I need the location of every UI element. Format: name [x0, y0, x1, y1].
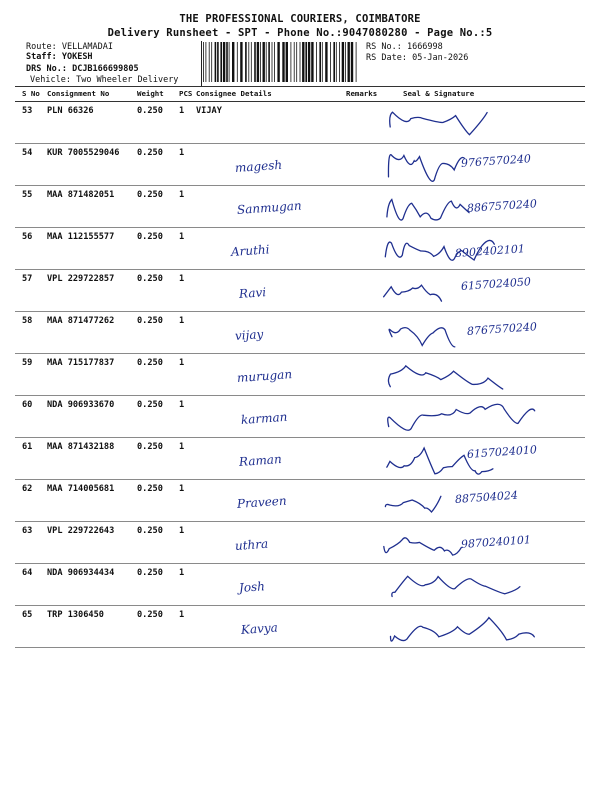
runsheet-table [15, 86, 585, 648]
row-consignment: MAA 871477262 [47, 316, 115, 326]
staff-line [26, 52, 93, 62]
row-weight: 0.250 [137, 316, 163, 326]
row-sno: 62 [22, 484, 33, 494]
row-weight: 0.250 [137, 568, 163, 578]
barcode-bar [215, 42, 217, 82]
barcode-bar [308, 42, 310, 82]
row-weight: 0.250 [137, 442, 163, 452]
row-sno: 54 [22, 148, 33, 158]
barcode-bar [351, 42, 353, 82]
handwritten-name: Josh [238, 579, 266, 595]
route-value: VELLAMADAI [61, 42, 114, 52]
table-row [15, 270, 585, 312]
row-weight: 0.250 [137, 106, 163, 116]
handwritten-phone: 887504024 [454, 488, 519, 506]
barcode-bar [217, 42, 219, 82]
table-row [15, 228, 585, 270]
signature-stroke [389, 328, 455, 347]
row-pcs: 1 [179, 358, 185, 368]
row-sno: 63 [22, 526, 33, 536]
table-row [15, 186, 585, 228]
handwritten-phone: 6157024050 [460, 275, 532, 293]
handwritten-name: Ravi [238, 285, 267, 301]
barcode-bar [300, 42, 301, 82]
col-weight: Weight [137, 89, 164, 98]
barcode-bar [339, 42, 340, 82]
handwritten-phone: 8767570240 [466, 320, 538, 338]
row-pcs: 1 [179, 148, 185, 158]
row-pcs: 1 [179, 568, 185, 578]
barcode-bar [333, 42, 335, 82]
barcode-bar [291, 42, 292, 82]
barcode-bar [342, 42, 344, 82]
row-pcs: 1 [179, 526, 185, 536]
col-remarks: Remarks [346, 89, 378, 98]
row-pcs: 1 [179, 484, 185, 494]
signature-stroke [388, 366, 502, 389]
row-sno: 61 [22, 442, 33, 452]
barcode-bar [245, 42, 247, 82]
row-consignment: MAA 871482051 [47, 190, 115, 200]
col-pcs: PCS [179, 89, 193, 98]
row-pcs: 1 [179, 610, 185, 620]
route-label: Route: [26, 42, 57, 52]
table-row [15, 144, 585, 186]
row-sno: 58 [22, 316, 33, 326]
row-pcs: 1 [179, 106, 185, 116]
barcode-bar [260, 42, 261, 82]
row-pcs: 1 [179, 274, 185, 284]
row-weight: 0.250 [137, 400, 163, 410]
handwritten-phone: 9767570240 [460, 152, 532, 170]
barcode-bar [257, 42, 259, 82]
vehicle-line [30, 75, 178, 85]
staff-value: YOKESH [61, 52, 93, 62]
signature-scribble [375, 610, 575, 650]
table-row [15, 522, 585, 564]
barcode [201, 41, 362, 83]
barcode-bar [211, 42, 212, 82]
barcode-bar [319, 42, 321, 82]
table-row [15, 102, 585, 144]
barcode-bar [325, 42, 327, 82]
barcode-bar [305, 42, 307, 82]
signature-stroke [390, 112, 487, 135]
barcode-bar [296, 42, 297, 82]
signature-scribble [375, 400, 575, 440]
rs-no-value: 1666998 [406, 42, 443, 52]
row-consignee: VIJAY [196, 106, 222, 116]
barcode-bar [272, 42, 273, 82]
row-pcs: 1 [179, 232, 185, 242]
barcode-bar [316, 42, 317, 82]
barcode-bar [274, 42, 275, 82]
row-consignment: VPL 229722643 [47, 526, 115, 536]
row-weight: 0.250 [137, 526, 163, 536]
row-sno: 60 [22, 400, 33, 410]
signature-stroke [384, 285, 442, 301]
handwritten-phone: 9870240101 [460, 533, 532, 551]
barcode-bar [251, 42, 252, 82]
barcode-bar [348, 42, 350, 82]
handwritten-name: Praveen [236, 493, 288, 511]
signature-scribble [375, 568, 575, 608]
handwritten-name: murugan [236, 367, 293, 385]
row-weight: 0.250 [137, 358, 163, 368]
barcode-bar [311, 42, 313, 82]
barcode-bar [240, 42, 242, 82]
row-consignment: VPL 229722857 [47, 274, 115, 284]
row-consignment: NDA 906934434 [47, 568, 115, 578]
route-line [26, 42, 113, 52]
row-weight: 0.250 [137, 610, 163, 620]
drs-line [26, 64, 139, 74]
signature-stroke [388, 404, 535, 430]
signature-scribble [375, 106, 575, 146]
handwritten-name: Aruthi [230, 242, 270, 259]
runsheet-subtitle: Delivery Runsheet - SPT - Phone No.:9047080280 - Page No.:5 [107, 27, 493, 39]
row-sno: 64 [22, 568, 33, 578]
vehicle-label: Vehicle: [30, 75, 71, 85]
row-sno: 56 [22, 232, 33, 242]
barcode-bar [336, 42, 337, 82]
signature-scribble [375, 358, 575, 398]
row-consignment: MAA 112155577 [47, 232, 115, 242]
rs-date-line [366, 53, 468, 63]
barcode-bar [237, 42, 238, 82]
row-pcs: 1 [179, 400, 185, 410]
barcode-bar [268, 42, 270, 82]
row-consignment: TRP 1306450 [47, 610, 104, 620]
row-weight: 0.250 [137, 484, 163, 494]
row-sno: 59 [22, 358, 33, 368]
handwritten-phone: 6157024010 [466, 443, 538, 461]
table-row [15, 312, 585, 354]
barcode-bar [294, 42, 295, 82]
row-weight: 0.250 [137, 232, 163, 242]
barcode-bar [232, 42, 234, 82]
vehicle-value: Two Wheeler Delivery [76, 75, 179, 85]
signature-stroke [391, 618, 535, 642]
barcode-bar [302, 42, 304, 82]
barcode-bar [209, 42, 210, 82]
row-pcs: 1 [179, 190, 185, 200]
barcode-bar [282, 42, 284, 82]
row-sno: 65 [22, 610, 33, 620]
row-sno: 53 [22, 106, 33, 116]
handwritten-phone: 8867570240 [466, 197, 538, 215]
rs-date-label: RS Date: [366, 53, 407, 63]
barcode-bar [203, 42, 204, 82]
signature-stroke [388, 155, 464, 182]
row-consignment: NDA 906933670 [47, 400, 115, 410]
row-sno: 55 [22, 190, 33, 200]
barcode-bar [330, 42, 331, 82]
barcode-bar [345, 42, 346, 82]
signature-stroke [387, 200, 469, 221]
handwritten-name: Sanmugan [236, 198, 303, 217]
row-pcs: 1 [179, 316, 185, 326]
barcode-bar [286, 42, 288, 82]
drs-value: DCJB166699805 [72, 64, 139, 74]
handwritten-name: magesh [234, 157, 283, 175]
staff-label: Staff: [26, 52, 57, 62]
barcode-bar [206, 42, 207, 82]
table-row [15, 606, 585, 648]
barcode-bar [254, 42, 256, 82]
row-weight: 0.250 [137, 148, 163, 158]
handwritten-name: uthra [234, 536, 269, 553]
table-row [15, 480, 585, 522]
rs-date-value: 05-Jan-2026 [412, 53, 469, 63]
barcode-bar [226, 42, 228, 82]
table-header [15, 86, 585, 102]
row-consignment: PLN 66326 [47, 106, 94, 116]
handwritten-name: vijay [234, 327, 264, 343]
col-consignee: Consignee Details [196, 89, 272, 98]
signature-stroke [392, 576, 520, 596]
row-pcs: 1 [179, 442, 185, 452]
barcode-bar [248, 42, 249, 82]
signature-stroke [385, 496, 441, 512]
barcode-bar [322, 42, 323, 82]
barcode-bar [223, 42, 225, 82]
row-consignment: KUR 7005529046 [47, 148, 120, 158]
barcode-bar [263, 42, 265, 82]
col-consignment: Consignment No [47, 89, 110, 98]
barcode-bar [229, 42, 230, 82]
barcode-bar [266, 42, 267, 82]
table-body [15, 102, 585, 648]
barcode-bar [277, 42, 279, 82]
handwritten-name: Raman [238, 452, 283, 469]
row-weight: 0.250 [137, 274, 163, 284]
company-title: THE PROFESSIONAL COURIERS, COIMBATORE [179, 13, 421, 25]
signature-stroke [384, 538, 462, 555]
handwritten-phone: 8902402101 [454, 242, 526, 260]
table-row [15, 354, 585, 396]
row-sno: 57 [22, 274, 33, 284]
barcode-bar [220, 42, 222, 82]
handwritten-name: karman [240, 409, 288, 427]
col-sno: S No [22, 89, 40, 98]
barcode-bar [356, 42, 357, 82]
handwritten-name: Kavya [240, 620, 279, 637]
drs-label: DRS No.: [26, 64, 67, 74]
row-consignment: MAA 714005681 [47, 484, 115, 494]
table-row [15, 564, 585, 606]
row-consignment: MAA 715177837 [47, 358, 115, 368]
rs-no-label: RS No.: [366, 42, 402, 52]
col-seal: Seal & Signature [403, 89, 475, 98]
rs-no-line [366, 42, 443, 52]
row-consignment: MAA 871432188 [47, 442, 115, 452]
row-weight: 0.250 [137, 190, 163, 200]
table-row [15, 396, 585, 438]
table-row [15, 438, 585, 480]
